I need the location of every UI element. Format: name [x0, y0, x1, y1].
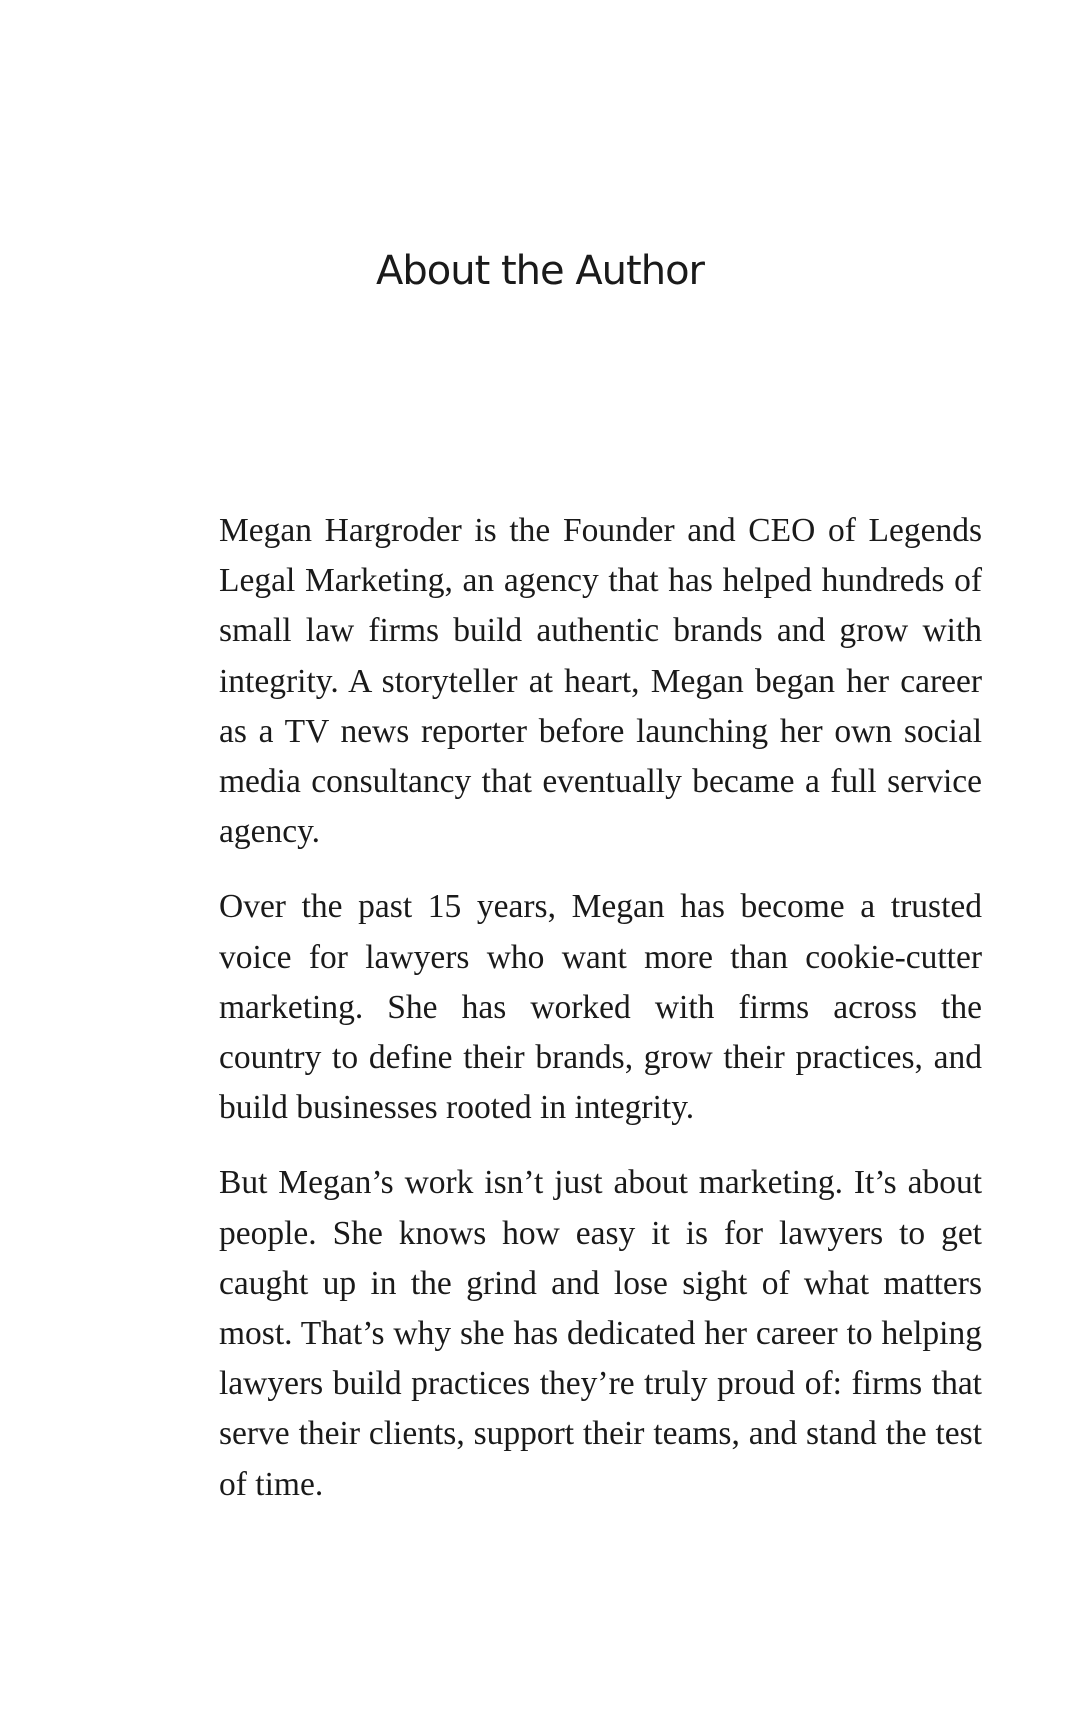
bio-paragraph-3: But Megan’s work isn’t just about marketing. It’s about people. She knows how easy it is for lawyers to get caught up in the grind and lose sight of what matters most. That’s why she has dedicated her career to helping lawyers build practices they’re truly proud of: firms that serve their clients, support their teams, and stand the test of time. [219, 1164, 982, 1503]
bio-paragraph-2: Over the past 15 years, Megan has become a trusted voice for lawyers who want more than cookie-cutter marketing. She has worked with firms across the country to define their brands, grow their practices, and build businesses rooted in integrity. [219, 888, 982, 1127]
bio-paragraph-1: Megan Hargroder is the Founder and CEO of Legends Legal Marketing, an agency that has helped hundreds of small law firms build authentic brands and grow with integrity. A storyteller at heart, Megan began her career as a TV news reporter before launching her own social media consultancy that eventually became a full service agency. [219, 512, 982, 851]
page-title: About the Author [375, 248, 704, 294]
author-bio [219, 506, 982, 1535]
